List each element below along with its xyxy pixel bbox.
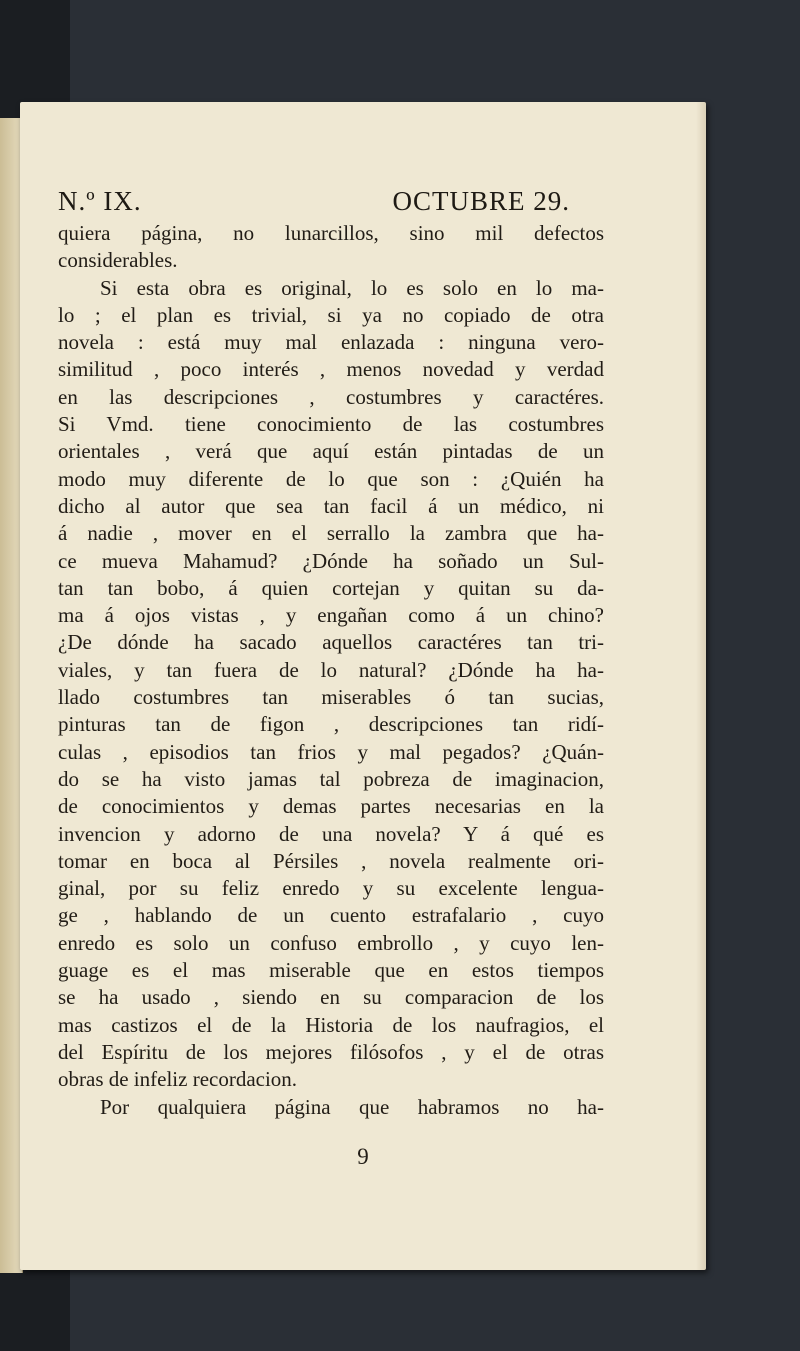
- text-line: ce mueva Mahamud? ¿Dónde ha soñado un Sul-: [58, 548, 604, 573]
- text-line: del Espíritu de los mejores filósofos , y el de otras: [58, 1039, 604, 1064]
- text-line: dicho al autor que sea tan facil á un médico, ni: [58, 493, 604, 518]
- text-line: llado costumbres tan miserables ó tan sucias,: [58, 685, 604, 710]
- text-line: á nadie , mover en el serrallo la zambra que ha-: [58, 521, 604, 546]
- text-line: guage es el mas miserable que en estos tiempos: [58, 958, 604, 983]
- text-line: Si Vmd. tiene conocimiento de las costumbres: [58, 412, 604, 437]
- text-line: orientales , verá que aquí están pintadas de un: [58, 439, 604, 464]
- text-line: novela : está muy mal enlazada : ninguna vero-: [58, 330, 604, 355]
- text-line: Por qualquiera página que habramos no ha-: [100, 1094, 604, 1119]
- text-line: se ha usado , siendo en su comparacion de los: [58, 985, 604, 1010]
- text-line: ginal, por su feliz enredo y su excelente lengua-: [58, 876, 604, 901]
- text-line: de conocimientos y demas partes necesarias en la: [58, 794, 604, 819]
- text-line: obras de infeliz recordacion.: [58, 1067, 298, 1092]
- text-line: Si esta obra es original, lo es solo en lo ma-: [100, 275, 604, 300]
- text-line: invencion y adorno de una novela? Y á qué es: [58, 821, 604, 846]
- text-line: en las descripciones , costumbres y caractéres.: [58, 384, 604, 409]
- text-line: lo ; el plan es trivial, si ya no copiado de otra: [58, 302, 604, 327]
- body-text: [58, 220, 604, 1121]
- text-line: similitud , poco interés , menos novedad y verdad: [58, 357, 604, 382]
- text-line: modo muy diferente de lo que son : ¿Quién ha: [58, 466, 604, 491]
- text-line: pinturas tan de figon , descripciones tan ridí-: [58, 712, 604, 737]
- text-line: viales, y tan fuera de lo natural? ¿Dónde ha ha-: [58, 657, 604, 682]
- text-line: do se ha visto jamas tal pobreza de imaginacion,: [58, 766, 604, 791]
- running-header: [58, 186, 570, 220]
- text-line: mas castizos el de la Historia de los naufragios, el: [58, 1012, 604, 1037]
- text-line: culas , episodios tan frios y mal pegados? ¿Quán-: [58, 739, 604, 764]
- text-line: ¿De dónde ha sacado aquellos caractéres tan tri-: [58, 630, 604, 655]
- issue-date: OCTUBRE 29.: [392, 186, 570, 216]
- issue-number: N.º IX.: [58, 186, 142, 216]
- text-line: ge , hablando de un cuento estrafalario , cuyo: [58, 903, 604, 928]
- text-line: ma á ojos vistas , y engañan como á un chino?: [58, 603, 604, 628]
- text-line: tan tan bobo, á quien cortejan y quitan su da-: [58, 575, 604, 600]
- text-line: tomar en boca al Pérsiles , novela realmente ori-: [58, 848, 604, 873]
- text-line: considerables.: [58, 248, 178, 273]
- page-edge-shadow: [696, 102, 706, 1270]
- text-line: enredo es solo un confuso embrollo , y cuyo len-: [58, 930, 604, 955]
- book-page: [20, 102, 706, 1270]
- page-number: 9: [357, 1144, 369, 1169]
- text-line: quiera página, no lunarcillos, sino mil defectos: [58, 221, 604, 245]
